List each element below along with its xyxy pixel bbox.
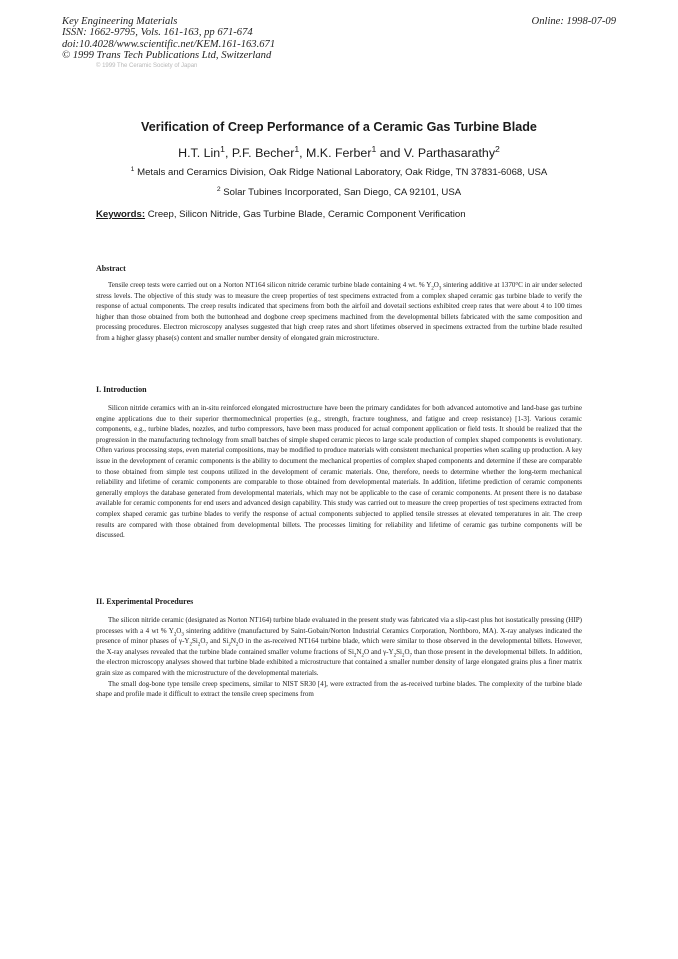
- author: V. Parthasarathy$^2$: [403, 143, 500, 160]
- experimental-heading: II. Experimental Procedures: [96, 597, 194, 606]
- author: H.T. Lin$^1$,: [178, 143, 232, 160]
- paper-title: Verification of Creep Performance of a Ceramic Gas Turbine Blade: [141, 120, 537, 134]
- abstract-text: Tensile creep tests were carried out on a Norton NT164 silicon nitride ceramic turbine blade containing 4 wt. % $Y_2O_3$ sintering additive at 1370°C in air under selected stress levels. The objective of this study was to measure the creep properties of test specimens extracted from a complex shaped ceramic gas turbine blade to verify the response of actual components. The creep results indicated that specimens from both the airfoil and dovetail sections exhibited creep rates that were about 4 to 100 times higher than those obtained from both the buttonhead and dogbone creep specimens machined from the developmental billets fabricated with the same composition and processing procedures. Electron microscopy analyses suggested that high creep rates and short lifetimes observed in specimens extracted from the turbine blade resulted from a higher glassy phase(s) content and smaller number density of elongated grain microstructure.: [96, 281, 582, 342]
- introduction-text: Silicon nitride ceramics with an in-situ reinforced elongated microstructure have been the primary candidates for both advanced automotive and land-base gas turbine engine applications due to their superior thermomechnical properties (e.g., strength, fracture toughness, and fatigue and creep resistance) [1-3]. Various ceramic components, e.g., turbine blades, nozzles, and turbo compressors, have been mass produced for actual component application or field tests. It should be realized that the progression in the manufacturing technology from small batches of simple shaped ceramic pieces to large scale production of complex shaped components is evolutionary. Often various processing steps, even material compositions, may be modified to produce materials with consistent mechanical properties when scaling up production. A key issue in the development of ceramic components is the ability to document the mechanical properties of complex shaped components and determine if these are comparable to those obtained from simple test coupons utilized in the development of ceramic materials. One, therefore, needs to determine whether the long-term mechanical reliability and lifetime of ceramic components are comparable to those obtained from developmental materials. In addition, lifetime prediction of ceramic components generally employs the database generated from developmental materials, which may not be applicable to the case of ceramic components. At present there is no database available for ceramic components for end users and advanced design capability. This study was carried out to measure the creep properties of test specimens extracted from complex shaped ceramic gas turbine blades to verify the response of actual components subjected to applied tensile stresses at elevated temperatures in air. The creep results are compared with those obtained from developmental billets. The processes limiting for reliability and lifetime of ceramic gas turbine components will be discussed.: [96, 404, 582, 540]
- online-date: Online: 1998-07-09: [531, 16, 616, 27]
- author: P.F. Becher$^1$,: [231, 143, 307, 160]
- faded-society-line: © 1999 The Ceramic Society of Japan: [96, 63, 198, 69]
- author: M.K. Ferber$^1$ and: [306, 143, 404, 160]
- keywords-label: Keywords:: [96, 209, 146, 220]
- affiliation-1: $^1$ Metals and Ceramics Division, Oak Ridge National Laboratory, Oak Ridge, TN 37831-6068, USA: [130, 165, 548, 178]
- issn-line: ISSN: 1662-9795, Vols. 161-163, pp 671-674: [62, 27, 253, 39]
- affiliation-2: $^2$ Solar Tubines Incorporated, San Diego, CA 92101, USA: [216, 185, 462, 198]
- experimental-text: The silicon nitride ceramic (designated as Norton NT164) turbine blade evaluated in the present study was fabricated via a slip-cast plus hot isostatically pressing (HIP) processes with a 4 wt % $Y_2O_3$ sintering additive (manufactured by Saint-Gobain/Norton Industrial Ceramics Corporation, Northboro, MA). X-ray analyses indicated the presence of minor phases of $\gamma-Y_2Si_2O_7$ and $Si_2N_2O$ in the as-received NT164 turbine blade, which were similar to those observed in the developmental billets. However, the X-ray analyses revealed that the turbine blade contained smaller volume fractions of $Si_2N_2O$ and $\gamma-Y_2Si_2O_7$ than those present in the developmental billets. In addition, the electron microscopy analyses showed that turbine blade exhibited a microstructure that contained a smaller number density of large elongated grains plus a finer matrix grain size as compared with the microstructure of the developmental materials. The small dog-bone type tensile creep specimens, similar to NIST SR30 [4], were extracted from the as-received turbine blades. The complexity of the turbine blade shape and profile made it difficult to extract the tensile creep specimens from: [96, 616, 583, 699]
- introduction-heading: I. Introduction: [96, 385, 147, 394]
- journal-header: [62, 16, 482, 62]
- doi-line: doi:10.4028/www.scientific.net/KEM.161-163.671: [62, 38, 276, 50]
- author-list: [0, 143, 678, 160]
- keywords: [96, 209, 466, 220]
- journal-name: Key Engineering Materials: [62, 16, 178, 27]
- copyright-line: © 1999 Trans Tech Publications Ltd, Switzerland: [62, 50, 272, 62]
- keywords-text: Creep, Silicon Nitride, Gas Turbine Blade, Ceramic Component Verification: [147, 209, 466, 220]
- abstract-heading: Abstract: [96, 264, 126, 273]
